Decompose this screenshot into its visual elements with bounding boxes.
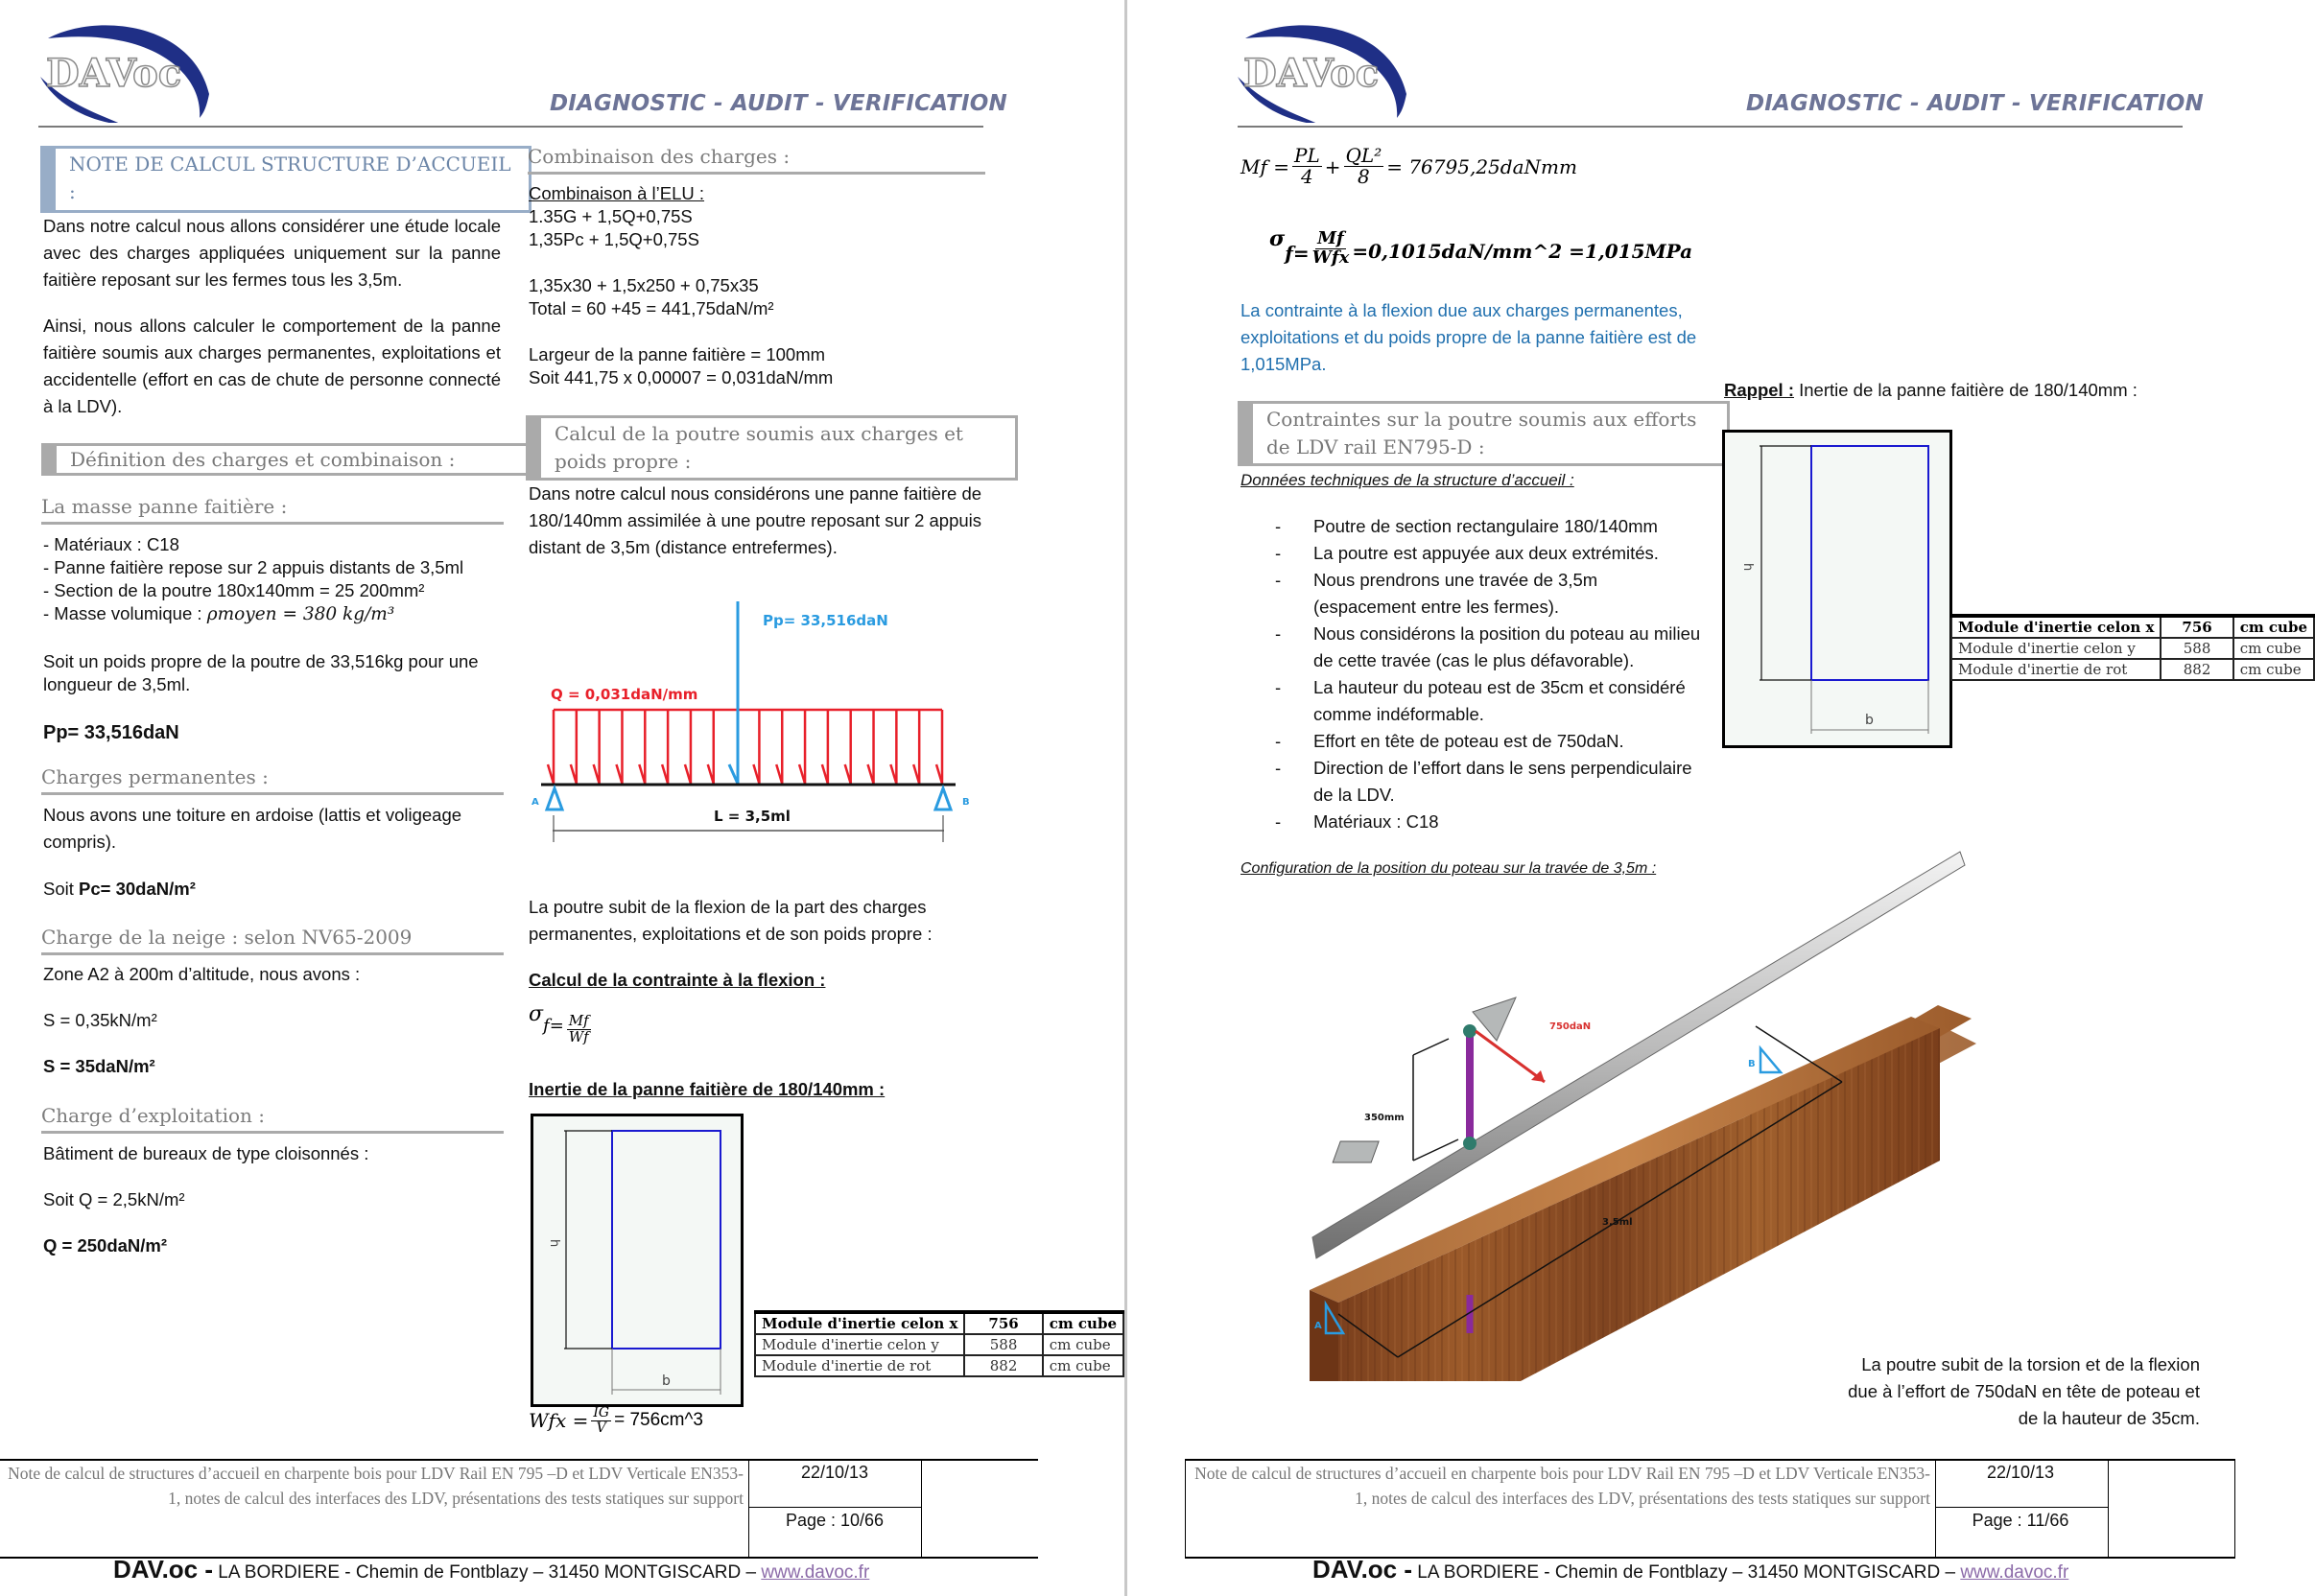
permanentes-subhead: Charges permanentes :: [41, 765, 504, 795]
header-rule: [1238, 126, 2183, 128]
footer-description: Note de calcul de structures d’accueil en charpente bois pour LDV Rail EN 795 –D et LDV Verticale EN353-1, notes de calcul des interfaces des LDV, présentations des tests statiques sur support: [8, 1464, 744, 1508]
table-row: Module d'inertie celon y 588 cm cube: [755, 1334, 1123, 1355]
pp-label: Pp= 33,516daN: [763, 612, 888, 629]
distributed-load-arrows: [548, 710, 942, 784]
h-label: h: [1740, 563, 1755, 572]
poids-propre-text: Soit un poids propre de la poutre de 33,516kg pour une longueur de 3,5ml.: [43, 651, 479, 694]
permanentes-value: Soit Pc= 30daN/m²: [43, 879, 196, 899]
footer-page-number: Page : 10/66: [785, 1511, 885, 1530]
beam-load-diagram: [528, 585, 979, 854]
davoc-logo: [38, 17, 211, 123]
largeur-line: Largeur de la panne faitière = 100mm: [529, 344, 826, 364]
force-arrow: [1476, 1031, 1545, 1082]
inertia-table-left: [754, 1310, 1124, 1377]
page-10: [0, 0, 1124, 1596]
svg-text:DAVoc: DAVoc: [46, 51, 182, 96]
list-item: - La hauteur du poteau est de 35cm et considéré comme indéformable.: [1240, 674, 1701, 728]
torsion-text: La poutre subit de la torsion et de la flexion due à l’effort de 750daN en tête de poteau et de la hauteur de 35cm.: [1848, 1354, 2200, 1428]
table-row: Module d'inertie celon y 588 cm cube: [1951, 638, 2314, 659]
elu-title: Combinaison à l’ELU :: [529, 183, 705, 203]
height-label: 350mm: [1364, 1113, 1405, 1123]
intro-paragraph-1: Dans notre calcul nous allons considérer une étude locale avec des charges appliquées uniquement sur la panne faitière reposant sur les fermes tous les 3,5m.: [43, 216, 501, 290]
section-rectangle: [1811, 446, 1928, 680]
isometric-beam-illustration: [1305, 844, 2111, 1381]
inertia-table-right: [1950, 614, 2315, 681]
elu-line: 1.35G + 1,5Q+0,75S: [529, 206, 693, 226]
table-row: Module d'inertie de rot 882 cm cube: [1951, 659, 2314, 680]
exploitation-q1: Soit Q = 2,5kN/m²: [43, 1189, 185, 1209]
svg-text:DAVoc: DAVoc: [1243, 51, 1380, 96]
neige-subhead: Charge de la neige : selon NV65-2009: [41, 926, 504, 955]
h-label: h: [547, 1239, 561, 1248]
support-a-label: A: [1314, 1321, 1322, 1331]
pp-value: Pp= 33,516daN: [43, 722, 179, 743]
masse-list: [43, 533, 504, 626]
neige-s2: S = 35daN/m²: [43, 1056, 155, 1076]
table-row: Module d'inertie celon x 756 cm cube: [1951, 616, 2314, 638]
post-base-plate: [1333, 1141, 1379, 1162]
contrainte-title: Calcul de la contrainte à la flexion :: [529, 970, 826, 990]
section-drawing: [1722, 430, 1952, 748]
support-a-icon: [547, 788, 562, 810]
footer-box: [1185, 1459, 2235, 1559]
table-row: Module d'inertie de rot 882 cm cube: [755, 1355, 1123, 1376]
sigma-formula: σ f= $\frac{Mf}{Wf}$: [529, 1002, 589, 1045]
section-rectangle: [612, 1131, 720, 1349]
support-b-icon: [935, 788, 951, 810]
exploitation-text: Bâtiment de bureaux de type cloisonnés :: [43, 1143, 369, 1163]
conclusion-text: La contrainte à la flexion due aux charges permanentes, exploitations et du poids propre de la panne faitière est de 1,015MPa.: [1240, 300, 1697, 374]
list-item: - Direction de l’effort dans le sens perpendiculaire de la LDV.: [1240, 755, 1701, 809]
footer-address: DAV.oc - LA BORDIERE - Chemin de Fontblazy – 31450 MONTGISCARD – www.davoc.fr: [1312, 1555, 2069, 1584]
poutre-title: Calcul de la poutre soumis aux charges et poids propre :: [555, 422, 963, 473]
support-a-label: A: [532, 797, 539, 808]
b-label: b: [1865, 713, 1874, 728]
donnees-list: [1240, 513, 1701, 835]
config-title: Configuration de la position du poteau sur la travée de 3,5m :: [1240, 860, 1657, 877]
list-item: - Nous prendrons une travée de 3,5m (espacement entre les fermes).: [1240, 567, 1701, 621]
masse-item: - Panne faitière repose sur 2 appuis distants de 3,5ml: [43, 557, 464, 577]
poutre-text: Dans notre calcul nous considérons une panne faitière de 180/140mm assimilée à une poutre reposant sur 2 appuis distant de 3,5m (distance entrefermes).: [529, 483, 982, 557]
website-link[interactable]: www.davoc.fr: [761, 1562, 870, 1583]
footer-page-number: Page : 11/66: [1972, 1511, 2069, 1530]
support-b-label: B: [1748, 1059, 1756, 1069]
masse-subhead: La masse panne faitière :: [41, 495, 504, 525]
largeur-line: Soit 441,75 x 0,00007 = 0,031daN/mm: [529, 367, 834, 387]
neige-text: Zone A2 à 200m d’altitude, nous avons :: [43, 964, 361, 984]
definition-title: Définition des charges et combinaison :: [70, 448, 456, 471]
header-tagline: DIAGNOSTIC - AUDIT - VERIFICATION: [550, 91, 1007, 116]
masse-formula: ρmoyen = 380 kg/m³: [206, 604, 395, 624]
header-tagline: DIAGNOSTIC - AUDIT - VERIFICATION: [1746, 91, 2204, 116]
neige-s1: S = 0,35kN/m²: [43, 1010, 157, 1030]
masse-item: - Matériaux : C18: [43, 534, 179, 554]
masse-item: - Section de la poutre 180x140mm = 25 200mm²: [43, 580, 425, 600]
footer-date: 22/10/13: [800, 1463, 869, 1482]
list-item: - Matériaux : C18: [1240, 809, 1701, 835]
note-title-box: [40, 146, 532, 213]
intro-paragraph-2: Ainsi, nous allons calculer le comportement de la panne faitière soumis aux charges permanentes, exploitations et accidentelle (effort en cas de chute de personne connecté à la LDV).: [43, 316, 501, 416]
length-label: 3,5ml: [1602, 1217, 1633, 1228]
list-item: - La poutre est appuyée aux deux extrémités.: [1240, 540, 1701, 567]
poutre-title-box: [526, 415, 1018, 481]
page-11: [1127, 0, 2315, 1596]
sigma-result-formula: σ f= $\frac{Mf}{\text{Wfx}}$ =0,1015daN/mm^2 =1,015MPa: [1269, 226, 1693, 268]
footer-address: DAV.oc - LA BORDIERE - Chemin de Fontblazy – 31450 MONTGISCARD – www.davoc.fr: [113, 1555, 870, 1584]
table-row: Module d'inertie celon x 756 cm cube: [755, 1312, 1123, 1334]
note-title: NOTE DE CALCUL STRUCTURE D’ACCUEIL :: [69, 153, 511, 203]
combinaison-subhead: Combinaison des charges :: [528, 145, 985, 175]
list-item: - Poutre de section rectangulaire 180/140mm: [1240, 513, 1701, 540]
wfx-formula: Wfx = $\frac{IG}{V}$ = 756cm^3: [529, 1405, 703, 1436]
list-item: - Effort en tête de poteau est de 750daN.: [1240, 728, 1701, 755]
ldv-title: Contraintes sur la poutre soumis aux efforts de LDV rail EN795-D :: [1266, 408, 1697, 458]
footer-date: 22/10/13: [1986, 1463, 2055, 1482]
website-link[interactable]: www.davoc.fr: [1960, 1562, 2069, 1583]
elu-line: 1,35Pc + 1,5Q+0,75S: [529, 229, 699, 249]
definition-title-box: [41, 443, 530, 476]
section-drawing: [531, 1114, 744, 1407]
calc-line: Total = 60 +45 = 441,75daN/m²: [529, 298, 774, 318]
header-rule: [38, 126, 983, 128]
elu-block: [529, 182, 833, 389]
donnees-title: Données techniques de la structure d’accueil :: [1240, 471, 1574, 489]
list-item: - Nous considérons la position du poteau au milieu de cette travée (cas le plus défavorable).: [1240, 621, 1701, 674]
footer-description: Note de calcul de structures d’accueil en charpente bois pour LDV Rail EN 795 –D et LDV Verticale EN353-1, notes de calcul des interfaces des LDV, présentations des tests statiques sur support: [1194, 1464, 1930, 1508]
flexion-text: La poutre subit de la flexion de la part des charges permanentes, exploitations et de son poids propre :: [529, 897, 933, 944]
exploitation-subhead: Charge d’exploitation :: [41, 1104, 504, 1134]
support-b-icon: [1760, 1048, 1781, 1072]
footer-box: [0, 1459, 1038, 1559]
b-label: b: [662, 1373, 671, 1389]
ldv-title-box: [1238, 401, 1730, 466]
calc-line: 1,35x30 + 1,5x250 + 0,75x35: [529, 275, 759, 295]
permanentes-text: Nous avons une toiture en ardoise (lattis et voligeage compris).: [43, 805, 462, 852]
mf-formula: Mf = $\frac{PL}{4}$ + $\frac{\text{QL²}}{8}$ = 76795,25daNmm: [1240, 144, 1577, 188]
q-label: Q = 0,031daN/mm: [551, 686, 698, 703]
masse-item: - Masse volumique : ρmoyen = 380 kg/m³: [43, 603, 395, 624]
exploitation-q2: Q = 250daN/m²: [43, 1235, 168, 1256]
rappel-text: Rappel : Inertie de la panne faitière de 180/140mm :: [1724, 380, 2138, 400]
length-label: L = 3,5ml: [714, 808, 791, 825]
force-label: 750daN: [1549, 1021, 1592, 1032]
support-b-label: B: [962, 797, 970, 808]
inertie-title: Inertie de la panne faitière de 180/140mm :: [529, 1079, 886, 1099]
davoc-logo: [1236, 17, 1408, 123]
